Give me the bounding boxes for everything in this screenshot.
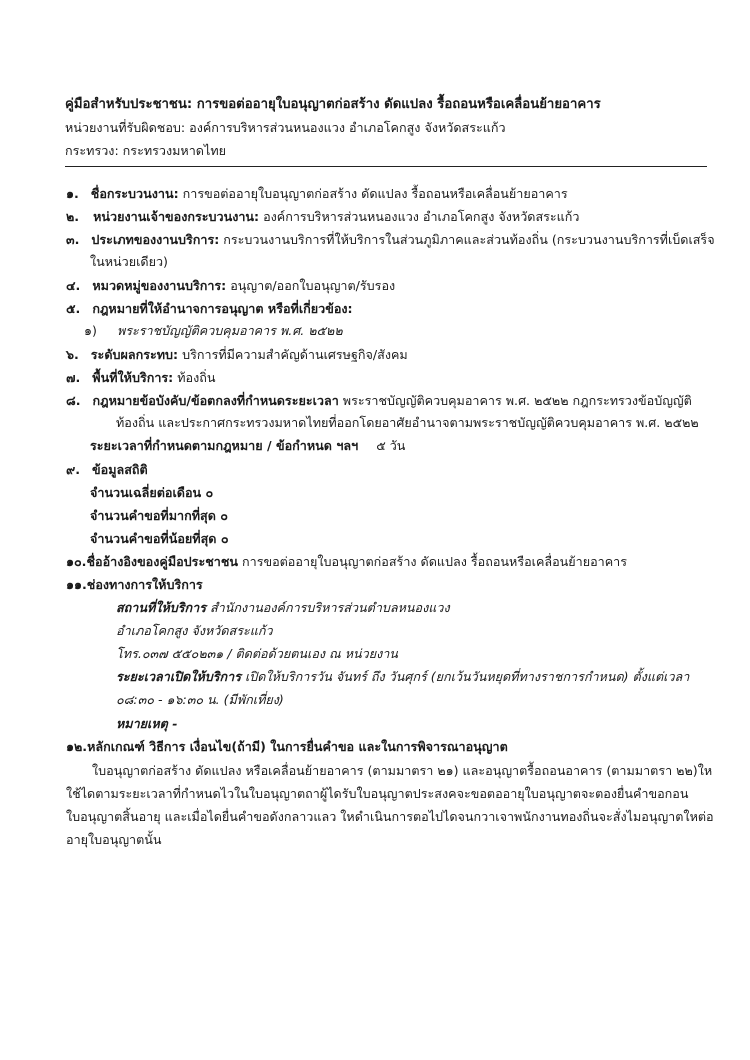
item-8-period (90, 436, 405, 456)
item-12-label: ๑๒.หลักเกณฑ์ วิธีการ เงื่อนไข(ถ้ามี) ในการยื่นคำขอ และในการพิจารณาอนุญาต (66, 739, 508, 754)
item-9-number: ๙. (66, 462, 81, 477)
item-5-sub-number: ๑) (84, 323, 97, 338)
header-divider (65, 166, 707, 167)
item-6-label: ระดับผลกระทบ: (90, 347, 179, 362)
item-2-label: หน่วยงานเจ้าของกระบวนงาน: (93, 209, 260, 224)
item-8 (66, 391, 692, 411)
ministry-line: กระทรวง: กระทรวงมหาดไทย (65, 143, 226, 158)
service-place-label: สถานที่ให้บริการ (116, 600, 206, 615)
criteria-paragraph-line-4: อายุใบอนุญาตนั้น (66, 832, 162, 847)
criteria-paragraph-line-2: ใช้ไดตามระยะเวลาที่กำหนดไวในใบอนุญาตถาผู้ไดรับใบอนุญาตประสงคจะขอตออายุใบอนุญาตจะตองยื่นคำขอกอน (66, 786, 689, 801)
criteria-paragraph-line-3: ใบอนุญาตสิ้นอายุ และเมื่อไดยื่นคำขอดังกลาวแลว ใหดำเนินการตอไปไดจนกวาเจาพนักงานทองถิ่นจะสั่งไมอนุญาตใหต่อ (66, 809, 714, 824)
item-11-label: ๑๑.ช่องทางการให้บริการ (66, 577, 203, 592)
item-5 (66, 299, 353, 319)
item-4-value: อนุญาต/ออกใบอนุญาต/รับรอง (230, 278, 396, 293)
service-hours-value: เปิดให้บริการวัน จันทร์ ถึง วันศุกร์ (ยกเว้นวันหยุดที่ทางราชการกำหนด) ตั้งแต่เวลา (245, 669, 690, 684)
item-5-label: กฎหมายที่ให้อำนาจการอนุญาต หรือที่เกี่ยวข้อง: (92, 301, 353, 316)
item-4-label: หมวดหมู่ของงานบริการ: (92, 278, 227, 293)
item-2-value: องค์การบริหารส่วนหนองแวง อำเภอโคกสูง จังหวัดสระแก้ว (263, 209, 580, 224)
item-7 (66, 368, 215, 388)
document-title: คู่มือสำหรับประชาชน: การขอต่ออายุใบอนุญาตก่อสร้าง ดัดแปลง รื้อถอนหรือเคลื่อนย้ายอาคาร (65, 97, 601, 112)
service-place-district: อำเภอโคกสูง จังหวัดสระแก้ว (116, 623, 273, 638)
item-9-label: ข้อมูลสถิติ (92, 462, 148, 477)
item-9 (66, 460, 148, 480)
service-phone: โทร.๐๓๗ ๕๕๐๒๓๑ / ติดต่อด้วยตนเอง ณ หน่วยงาน (116, 646, 398, 661)
item-5-number: ๕. (66, 301, 81, 316)
service-hours-label: ระยะเวลาเปิดให้บริการ (116, 669, 241, 684)
item-1-number: ๑. (66, 186, 79, 201)
item-1-label: ชื่อกระบวนงาน: (90, 186, 179, 201)
item-7-number: ๗. (66, 370, 81, 385)
item-1-value: การขอต่ออายุใบอนุญาตก่อสร้าง ดัดแปลง รื้อถอนหรือเคลื่อนย้ายอาคาร (182, 186, 568, 201)
item-3-number: ๓. (66, 232, 80, 247)
item-3 (66, 230, 715, 250)
item-3-label: ประเภทของงานบริการ: (91, 232, 220, 247)
item-8-value-cont: ท้องถิ่น และประกาศกระทรวงมหาดไทยที่ออกโดยอาศัยอำนาจตามพระราชบัญญัติควบคุมอาคาร พ.ศ. ๒๕๒๒ (116, 415, 699, 430)
item-3-value-cont: ในหน่วยเดียว) (90, 254, 168, 269)
stat-min-requests: จำนวนคำขอที่น้อยที่สุด ๐ (90, 531, 229, 546)
service-hours-time: ๐๘:๓๐ - ๑๖:๓๐ น. (มีพักเที่ยง) (116, 692, 284, 707)
stat-max-requests: จำนวนคำขอที่มากที่สุด ๐ (90, 508, 228, 523)
item-5-sub-value: พระราชบัญญัติควบคุมอาคาร พ.ศ. ๒๕๒๒ (116, 323, 343, 338)
service-note: หมายเหตุ - (116, 716, 178, 731)
service-place (116, 598, 450, 618)
criteria-paragraph-line-1: ใบอนุญาตก่อสร้าง ดัดแปลง หรือเคลื่อนย้ายอาคาร (ตามมาตรา ๒๑) และอนุญาตรื้อถอนอาคาร (ตามมาตรา ๒๒)ให (92, 763, 713, 778)
item-10 (66, 552, 627, 572)
item-7-value: ท้องถิ่น (177, 370, 216, 385)
service-place-value: สำนักงานองค์การบริหารส่วนตำบลหนองแวง (209, 600, 450, 615)
item-8-period-value: ๕ วัน (376, 438, 406, 453)
item-3-value: กระบวนงานบริการที่ให้บริการในส่วนภูมิภาคและส่วนท้องถิ่น (กระบวนงานบริการที่เบ็ดเสร็จ (223, 232, 715, 247)
item-6 (66, 345, 408, 365)
item-8-value: พระราชบัญญัติควบคุมอาคาร พ.ศ. ๒๕๒๒ กฎกระทรวงข้อบัญญัติ (342, 393, 692, 408)
item-4-number: ๔. (66, 278, 81, 293)
responsible-agency-line: หน่วยงานที่รับผิดชอบ: องค์การบริหารส่วนหนองแวง อำเภอโคกสูง จังหวัดสระแก้ว (65, 120, 506, 135)
item-2 (66, 207, 580, 227)
item-8-label: กฎหมายข้อบังคับ/ข้อตกลงที่กำหนดระยะเวลา (92, 393, 339, 408)
item-5-sub-1 (84, 321, 343, 341)
item-6-value: บริการที่มีความสำคัญด้านเศรษฐกิจ/สังคม (182, 347, 408, 362)
stat-average-per-month: จำนวนเฉลี่ยต่อเดือน ๐ (90, 485, 214, 500)
item-8-period-label: ระยะเวลาที่กำหนดตามกฎหมาย / ข้อกำหนด ฯลฯ (90, 438, 359, 453)
item-8-number: ๘. (66, 393, 81, 408)
item-10-label: ๑๐.ชื่ออ้างอิงของคู่มือประชาชน (66, 554, 238, 569)
item-1 (66, 184, 568, 204)
item-6-number: ๖. (66, 347, 79, 362)
item-2-number: ๒. (66, 209, 80, 224)
service-hours (116, 667, 689, 687)
item-10-value: การขอต่ออายุใบอนุญาตก่อสร้าง ดัดแปลง รื้อถอนหรือเคลื่อนย้ายอาคาร (242, 554, 627, 569)
item-4 (66, 276, 395, 296)
item-7-label: พื้นที่ให้บริการ: (92, 370, 174, 385)
